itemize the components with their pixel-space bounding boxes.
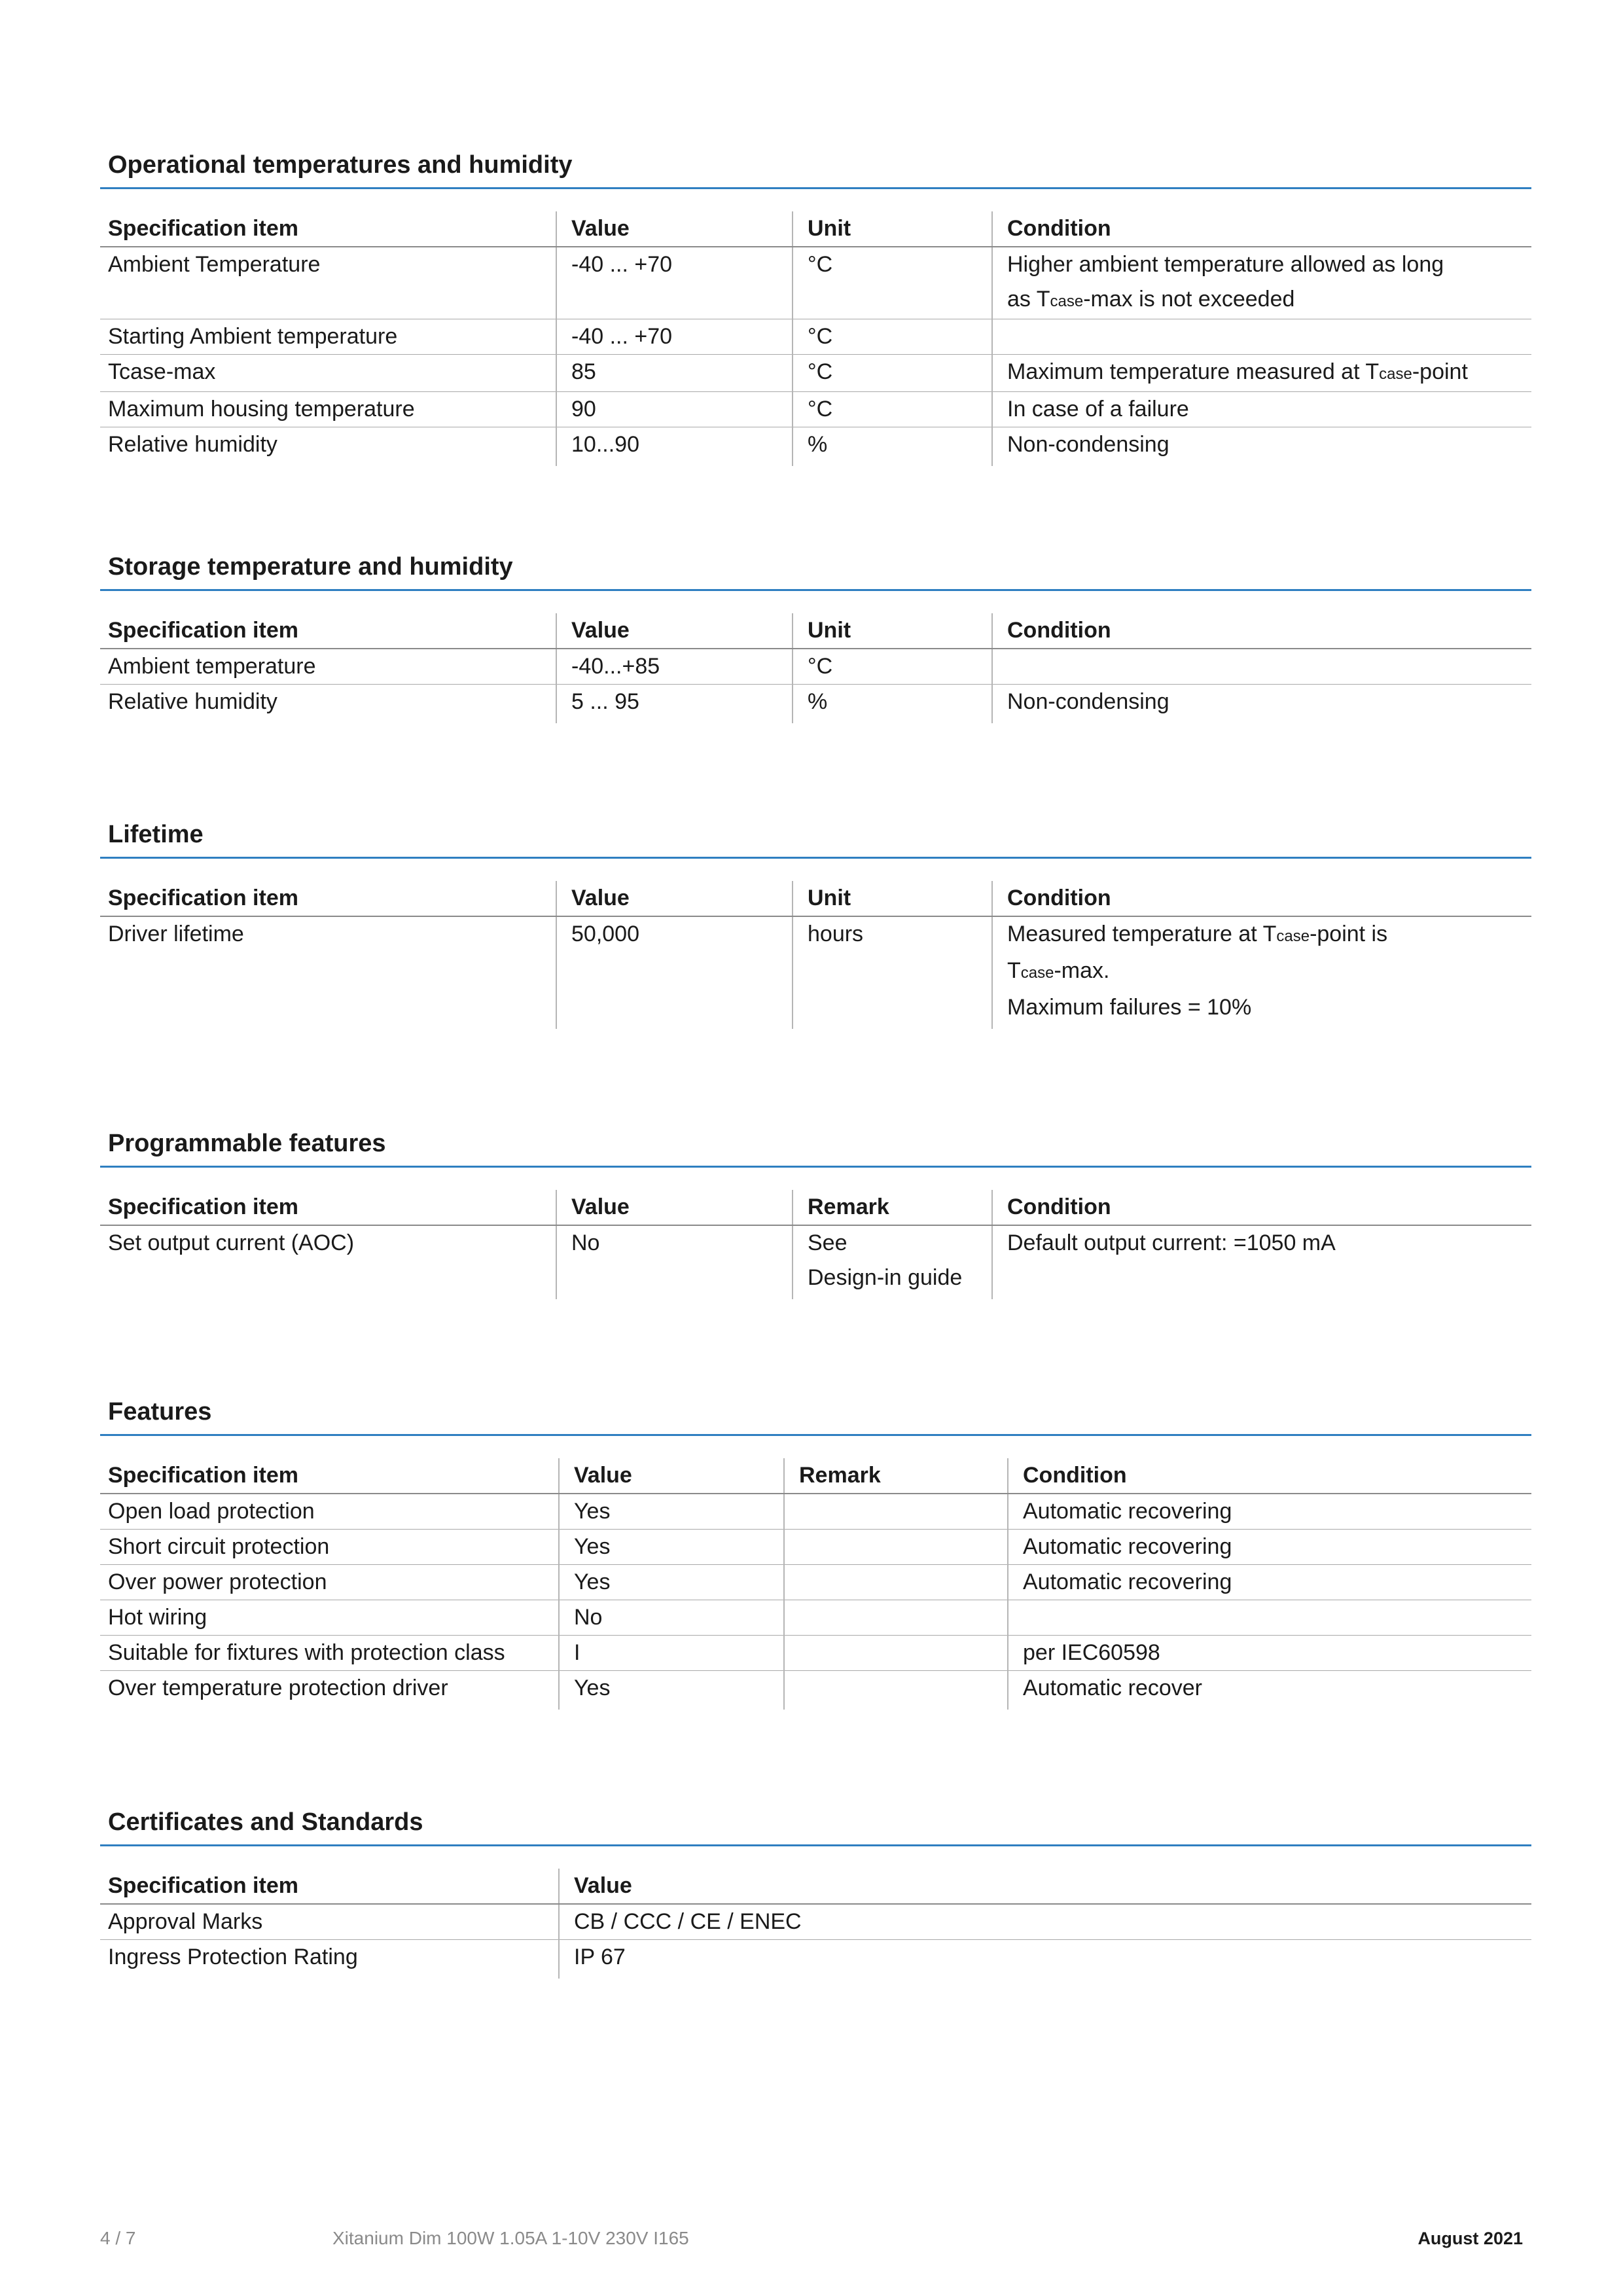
section-features bbox=[100, 1395, 1531, 1710]
table-row bbox=[100, 1940, 1531, 1979]
cell-condition: Automatic recovering bbox=[1008, 1494, 1531, 1530]
subscript-text: case bbox=[1276, 927, 1310, 945]
operational-table bbox=[100, 211, 1531, 466]
table-row bbox=[100, 916, 1531, 1029]
subscript-text: case bbox=[1050, 293, 1084, 310]
programmable-table bbox=[100, 1190, 1531, 1299]
table-row bbox=[100, 427, 1531, 467]
features-table bbox=[100, 1458, 1531, 1710]
cell-unit: °C bbox=[793, 392, 992, 427]
cell-item: Approval Marks bbox=[100, 1904, 559, 1940]
cell-item: Maximum housing temperature bbox=[100, 392, 556, 427]
cell-value: No bbox=[556, 1225, 793, 1299]
cell-value: 50,000 bbox=[556, 916, 793, 1029]
condition-text: as T bbox=[1007, 287, 1050, 312]
table-row bbox=[100, 685, 1531, 724]
cell-condition: per IEC60598 bbox=[1008, 1636, 1531, 1671]
table-row bbox=[100, 649, 1531, 685]
condition-text: -point bbox=[1412, 359, 1468, 384]
footer-date: August 2021 bbox=[1418, 2229, 1523, 2248]
cell-unit: % bbox=[793, 685, 992, 724]
table-header-row bbox=[100, 1458, 1531, 1494]
cell-condition: Automatic recovering bbox=[1008, 1530, 1531, 1565]
certificates-table bbox=[100, 1869, 1531, 1979]
cell-condition bbox=[992, 916, 1531, 1029]
cell-condition: Default output current: =1050 mA bbox=[992, 1225, 1531, 1299]
table-header-row bbox=[100, 211, 1531, 247]
table-row bbox=[100, 392, 1531, 427]
column-header: Remark bbox=[784, 1458, 1008, 1494]
cell-unit: hours bbox=[793, 916, 992, 1029]
cell-item: Open load protection bbox=[100, 1494, 559, 1530]
cell-item: Relative humidity bbox=[108, 432, 277, 457]
condition-text: Measured temperature at T bbox=[1007, 922, 1277, 946]
cell-item: Relative humidity bbox=[108, 689, 277, 714]
section-rule bbox=[100, 589, 1531, 591]
cell-item: Short circuit protection bbox=[100, 1530, 559, 1565]
cell-item: Hot wiring bbox=[100, 1600, 559, 1636]
table-header-row bbox=[100, 1869, 1531, 1904]
column-header: Specification item bbox=[100, 211, 556, 247]
cell-condition: Non-condensing bbox=[992, 685, 1531, 724]
cell-unit: °C bbox=[793, 355, 992, 392]
cell-condition: Automatic recover bbox=[1008, 1671, 1531, 1710]
cell-value: CB / CCC / CE / ENEC bbox=[559, 1904, 1531, 1940]
table-row bbox=[100, 1600, 1531, 1636]
condition-text: -point is bbox=[1310, 922, 1388, 946]
cell-condition: Automatic recovering bbox=[1008, 1565, 1531, 1600]
column-header: Unit bbox=[793, 881, 992, 916]
cell-condition bbox=[992, 649, 1531, 685]
cell-value: Yes bbox=[559, 1671, 784, 1710]
section-rule bbox=[100, 1434, 1531, 1436]
table-row bbox=[100, 247, 1531, 319]
cell-item: Ambient temperature bbox=[100, 649, 556, 685]
section-rule bbox=[100, 1844, 1531, 1846]
cell-value: Yes bbox=[559, 1530, 784, 1565]
column-header: Value bbox=[559, 1869, 1531, 1904]
footer-product-name: Xitanium Dim 100W 1.05A 1-10V 230V I165 bbox=[332, 2228, 689, 2248]
cell-value: Yes bbox=[559, 1565, 784, 1600]
section-title: Operational temperatures and humidity bbox=[108, 151, 573, 179]
cell-item: Set output current (AOC) bbox=[108, 1230, 355, 1255]
cell-unit: % bbox=[793, 427, 992, 467]
column-header: Condition bbox=[1008, 1458, 1531, 1494]
cell-condition bbox=[992, 355, 1531, 392]
cell-unit: °C bbox=[793, 319, 992, 355]
section-lifetime bbox=[100, 817, 1531, 1029]
cell-value: -40...+85 bbox=[556, 649, 793, 685]
table-header-row bbox=[100, 881, 1531, 916]
cell-unit: °C bbox=[793, 247, 992, 319]
condition-text: -max. bbox=[1054, 958, 1110, 983]
cell-item: Driver lifetime bbox=[108, 922, 244, 946]
column-header: Specification item bbox=[100, 613, 556, 649]
cell-item: Over power protection bbox=[100, 1565, 559, 1600]
remark-line: Design-in guide bbox=[808, 1265, 963, 1290]
cell-condition bbox=[1008, 1600, 1531, 1636]
cell-remark bbox=[784, 1530, 1008, 1565]
column-header: Specification item bbox=[100, 1458, 559, 1494]
section-title: Storage temperature and humidity bbox=[108, 553, 513, 581]
condition-line: Maximum failures = 10% bbox=[1007, 995, 1252, 1020]
table-row bbox=[100, 1565, 1531, 1600]
cell-remark bbox=[784, 1565, 1008, 1600]
cell-condition: In case of a failure bbox=[992, 392, 1531, 427]
table-row bbox=[100, 1225, 1531, 1299]
column-header: Specification item bbox=[100, 1869, 559, 1904]
cell-value: IP 67 bbox=[559, 1940, 1531, 1979]
cell-item: Tcase-max bbox=[100, 355, 556, 392]
cell-remark bbox=[784, 1494, 1008, 1530]
cell-item: Over temperature protection driver bbox=[108, 1676, 448, 1700]
column-header: Specification item bbox=[100, 1190, 556, 1225]
cell-remark bbox=[784, 1671, 1008, 1710]
column-header: Value bbox=[556, 211, 793, 247]
remark-line: See bbox=[808, 1230, 847, 1255]
column-header: Value bbox=[556, 881, 793, 916]
cell-value: I bbox=[559, 1636, 784, 1671]
cell-item: Starting Ambient temperature bbox=[100, 319, 556, 355]
section-title: Features bbox=[108, 1398, 212, 1426]
column-header: Remark bbox=[793, 1190, 992, 1225]
table-row bbox=[100, 1636, 1531, 1671]
storage-table bbox=[100, 613, 1531, 723]
cell-condition bbox=[992, 319, 1531, 355]
table-row bbox=[100, 1671, 1531, 1710]
column-header: Unit bbox=[793, 211, 992, 247]
cell-remark bbox=[784, 1600, 1008, 1636]
section-programmable bbox=[100, 1126, 1531, 1299]
cell-value: 10...90 bbox=[556, 427, 793, 467]
subscript-text: case bbox=[1379, 365, 1412, 383]
cell-value: -40 ... +70 bbox=[556, 247, 793, 319]
section-rule bbox=[100, 1166, 1531, 1168]
cell-item: Suitable for fixtures with protection class bbox=[100, 1636, 559, 1671]
condition-line: Higher ambient temperature allowed as long bbox=[1007, 252, 1444, 277]
table-row bbox=[100, 1904, 1531, 1940]
table-row bbox=[100, 1494, 1531, 1530]
cell-value: 90 bbox=[556, 392, 793, 427]
column-header: Condition bbox=[992, 613, 1531, 649]
subscript-text: case bbox=[1020, 964, 1054, 982]
section-rule bbox=[100, 187, 1531, 189]
footer-page-number: 4 / 7 bbox=[100, 2228, 136, 2248]
condition-text: Maximum temperature measured at T bbox=[1007, 359, 1380, 384]
section-operational bbox=[100, 148, 1531, 466]
cell-condition: Non-condensing bbox=[992, 427, 1531, 467]
column-header: Specification item bbox=[100, 881, 556, 916]
cell-item: Ingress Protection Rating bbox=[108, 1945, 358, 1969]
column-header: Unit bbox=[793, 613, 992, 649]
table-row bbox=[100, 1530, 1531, 1565]
cell-item: Ambient Temperature bbox=[100, 247, 556, 319]
table-row bbox=[100, 319, 1531, 355]
cell-unit: °C bbox=[793, 649, 992, 685]
cell-value: 85 bbox=[556, 355, 793, 392]
cell-remark bbox=[793, 1225, 992, 1299]
section-title: Certificates and Standards bbox=[108, 1808, 423, 1836]
column-header: Condition bbox=[992, 1190, 1531, 1225]
cell-value: 5 ... 95 bbox=[556, 685, 793, 724]
section-rule bbox=[100, 857, 1531, 859]
lifetime-table bbox=[100, 881, 1531, 1029]
cell-value: Yes bbox=[559, 1494, 784, 1530]
cell-condition bbox=[992, 247, 1531, 319]
table-header-row bbox=[100, 613, 1531, 649]
section-title: Programmable features bbox=[108, 1130, 386, 1157]
table-row bbox=[100, 355, 1531, 392]
section-certificates bbox=[100, 1805, 1531, 1979]
cell-value: -40 ... +70 bbox=[556, 319, 793, 355]
column-header: Condition bbox=[992, 881, 1531, 916]
cell-remark bbox=[784, 1636, 1008, 1671]
cell-value: No bbox=[559, 1600, 784, 1636]
column-header: Value bbox=[556, 1190, 793, 1225]
column-header: Condition bbox=[992, 211, 1531, 247]
section-title: Lifetime bbox=[108, 821, 204, 848]
condition-text: T bbox=[1007, 958, 1021, 983]
table-header-row bbox=[100, 1190, 1531, 1225]
column-header: Value bbox=[559, 1458, 784, 1494]
section-storage bbox=[100, 550, 1531, 723]
condition-text: -max is not exceeded bbox=[1083, 287, 1295, 312]
column-header: Value bbox=[556, 613, 793, 649]
